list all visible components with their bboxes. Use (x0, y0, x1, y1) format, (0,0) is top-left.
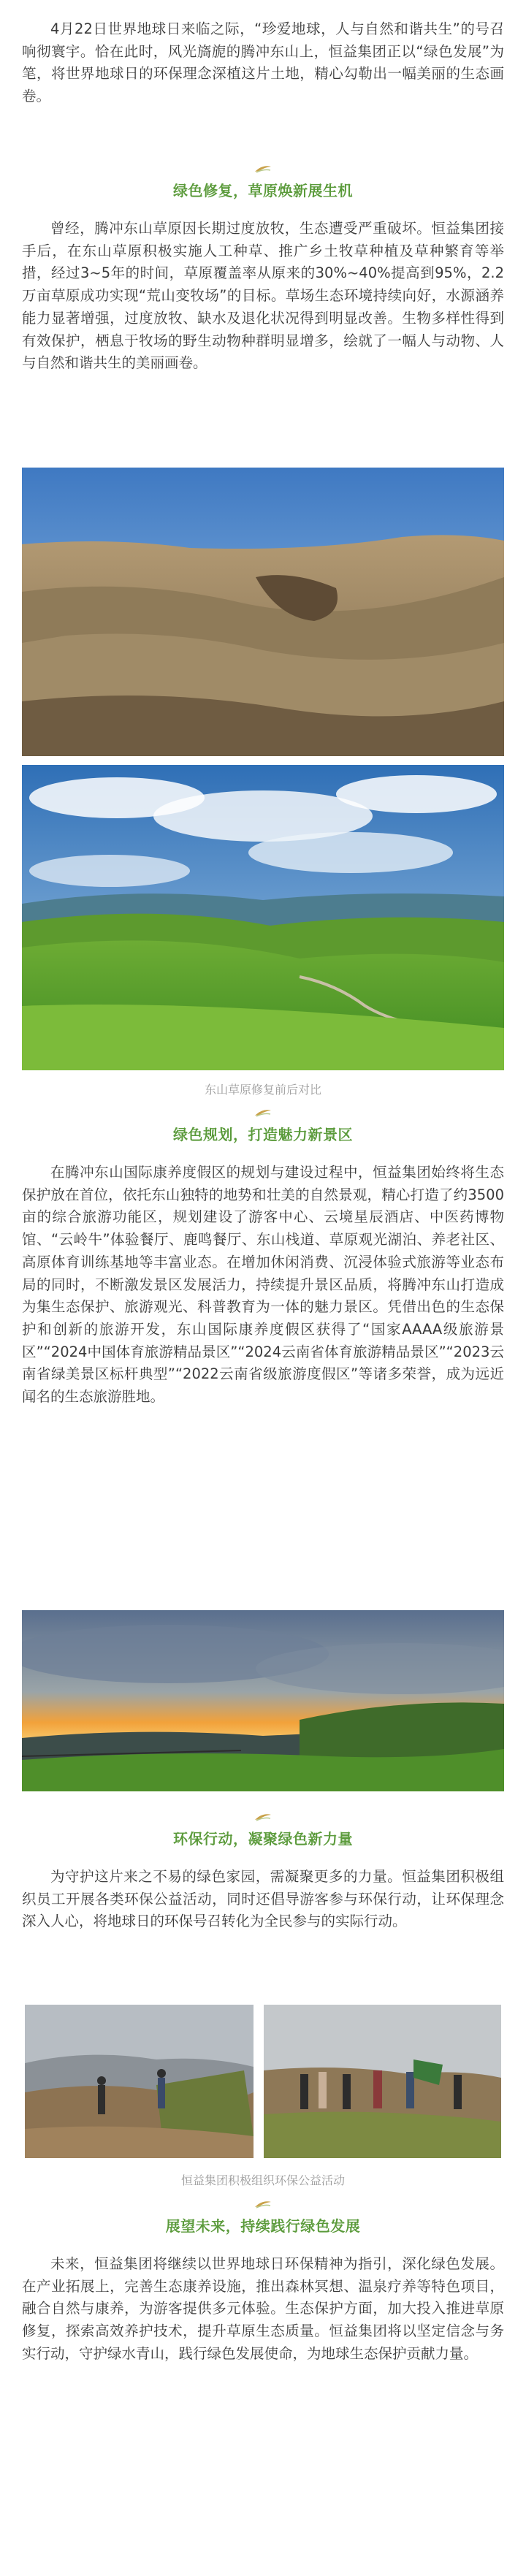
section-title: 绿色修复，草原焕新展生机 (173, 182, 353, 199)
section-heading-action (0, 1810, 526, 1848)
sunset-grassland-photo (22, 1610, 504, 1791)
section-heading-restoration (0, 162, 526, 200)
leaf-swash-icon (253, 162, 273, 174)
section-title: 环保行动，凝聚绿色新力量 (173, 1830, 353, 1848)
section-body: 曾经，腾冲东山草原因长期过度放牧，生态遭受严重破坏。恒益集团接手后，在东山草原积极实施人工种草、推广乡土牧草种植及草种繁育等举措，经过3~5年的时间，草原覆盖率从原来的30%~40%提高到95%，2.2万亩草原成功实现“荒山变牧场”的目标。草场生态环境持续向好，水源涵养能力显著增强，过度放牧、缺水及退化状况得到明显改善。生物多样性得到有效保护，栖息于牧场的野生动物种群明显增多，绘就了一幅人与动物、人与自然和谐共生的美丽画卷。 (22, 220, 504, 372)
section-heading-planning (0, 1106, 526, 1144)
volunteers-photo-right (264, 2005, 501, 2158)
section-body: 未来，恒益集团将继续以世界地球日环保精神为指引，深化绿色发展。在产业拓展上，完善生态康养设施，推出森林冥想、温泉疗养等特色项目，融合自然与康养，为游客提供多元体验。生态保护方面，加大投入推进草原修复，探索高效养护技术，提升草原生态质量。恒益集团将以坚定信念与务实行动，守护绿水青山，践行绿色发展使命，为地球生态保护贡献力量。 (22, 2255, 504, 2362)
leaf-swash-icon (253, 2198, 273, 2209)
photo-caption: 东山草原修复前后对比 (204, 1083, 321, 1097)
photo-caption: 恒益集团积极组织环保公益活动 (180, 2173, 345, 2187)
grassland-after-photo (22, 765, 504, 1070)
section-heading-future (0, 2198, 526, 2236)
grassland-before-photo (22, 468, 504, 756)
volunteers-photo-left (25, 2005, 254, 2158)
intro-paragraph: 4月22日世界地球日来临之际，“珍爱地球，人与自然和谐共生”的号召响彻寰宇。恰在此时，风光旖旎的腾冲东山上，恒益集团正以“绿色发展”为笔，将世界地球日的环保理念深植这片土地，精心勾勒出一幅美丽的生态画卷。 (22, 20, 504, 105)
leaf-swash-icon (253, 1106, 273, 1118)
leaf-swash-icon (253, 1810, 273, 1822)
section-title: 绿色规划，打造魅力新景区 (173, 1126, 353, 1143)
section-title: 展望未来，持续践行绿色发展 (165, 2217, 361, 2235)
section-body: 在腾冲东山国际康养度假区的规划与建设过程中，恒益集团始终将生态保护放在首位，依托东山独特的地势和壮美的自然景观，精心打造了约3500亩的综合旅游功能区，规划建设了游客中心、云境星辰酒店、中医药博物馆、“云岭牛”体验餐厅、鹿鸣餐厅、东山栈道、草原观光湖泊、养老社区、高原体育训练基地等丰富业态。在增加休闲消费、沉浸体验式旅游等业态布局的同时，不断激发景区发展活力，持续提升景区品质，将腾冲东山打造成为集生态保护、旅游观光、科普教育为一体的魅力景区。凭借出色的生态保护和创新的旅游开发，东山国际康养度假区获得了“国家AAAA级旅游景区”“2024中国体育旅游精品景区”“2024云南省体育旅游精品景区”“2023云南省绿美景区标杆典型”“2022云南省级旅游度假区”等诸多荣誉，成为远近闻名的生态旅游胜地。 (22, 1164, 504, 1406)
section-body: 为守护这片来之不易的绿色家园，需凝聚更多的力量。恒益集团积极组织员工开展各类环保公益活动，同时还倡导游客参与环保行动，让环保理念深入人心，将地球日的环保号召转化为全民参与的实际行动。 (22, 1868, 504, 1930)
